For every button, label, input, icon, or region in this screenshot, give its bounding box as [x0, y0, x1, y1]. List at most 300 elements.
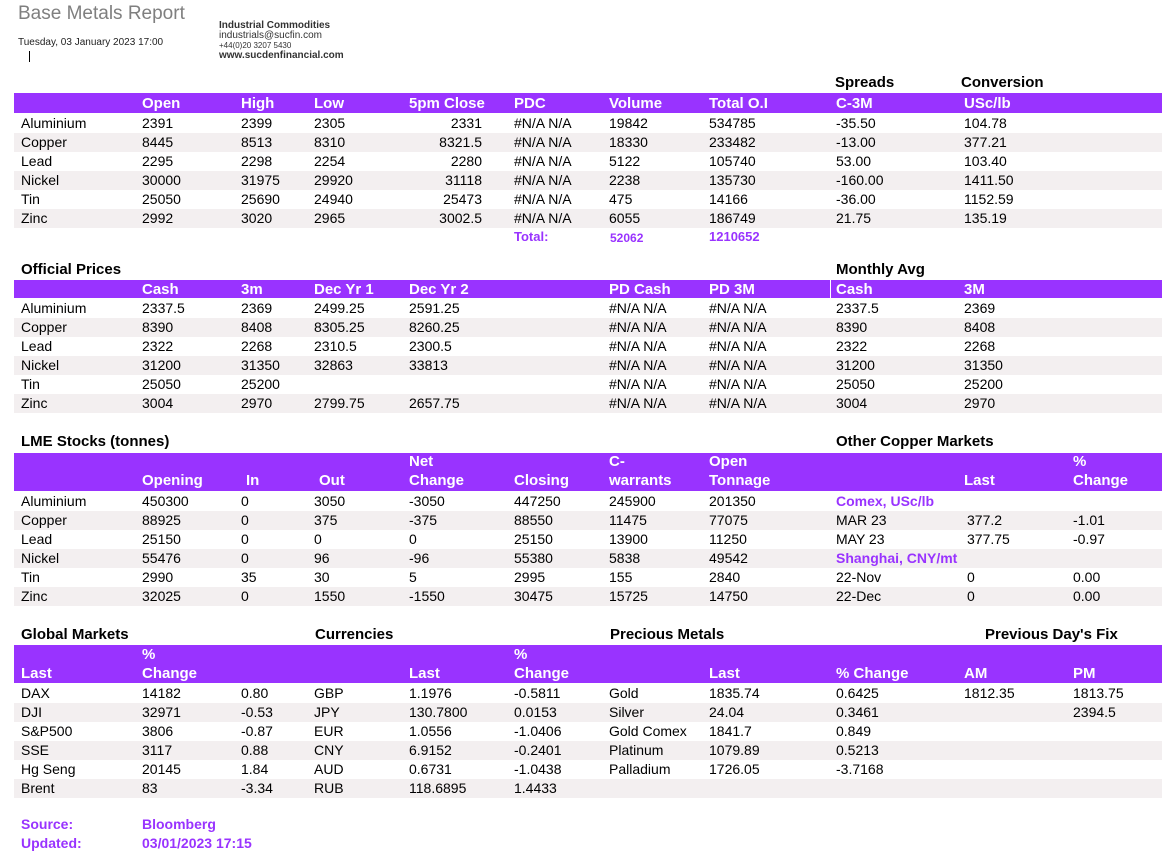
- official-header-bar: [14, 280, 1162, 298]
- index-change: -0.53: [241, 704, 273, 720]
- currency-last: 0.6731: [409, 761, 452, 777]
- open-tonnage: 201350: [709, 493, 756, 509]
- index-last: 3806: [142, 723, 174, 739]
- metal-name: Nickel: [21, 550, 60, 566]
- high-price: 25690: [241, 191, 280, 207]
- dec-yr-1-price: 2499.25: [314, 300, 365, 316]
- pd-cash-value: #N/A N/A: [609, 300, 667, 316]
- other-copper-title: Other Copper Markets: [836, 433, 994, 450]
- monthly-avg-3m: 25200: [964, 376, 1003, 392]
- table-row: [14, 587, 1162, 606]
- monthly-avg-cash: 2337.5: [836, 300, 879, 316]
- copper-contract-label: 22-Nov: [836, 569, 882, 585]
- close-price: 8321.5: [439, 134, 482, 150]
- opening-stock: 32025: [142, 588, 181, 604]
- report-date: Tuesday, 03 January 2023 17:00: [18, 37, 164, 48]
- stock-in: 0: [241, 493, 249, 509]
- opening-stock: 88925: [142, 512, 181, 528]
- index-name: DJI: [21, 704, 42, 720]
- header-avg-cash: Cash: [836, 281, 873, 298]
- copper-last: 0: [967, 588, 975, 604]
- index-last: 83: [142, 780, 158, 796]
- table-row: [14, 684, 1162, 703]
- source-value: Bloomberg: [142, 816, 216, 832]
- precious-metal-change: 0.849: [836, 723, 872, 739]
- pdc-value: #N/A N/A: [514, 153, 572, 169]
- three-month-price: 25200: [241, 376, 280, 392]
- net-change: -375: [409, 512, 438, 528]
- open-price: 2391: [142, 115, 174, 131]
- table-row: [14, 337, 1162, 356]
- header-currency-pct-2: Change: [514, 665, 570, 682]
- stock-out: 0: [314, 531, 322, 547]
- monthly-avg-cash: 25050: [836, 376, 875, 392]
- spread-value: -13.00: [836, 134, 876, 150]
- open-price: 2295: [142, 153, 174, 169]
- closing-stock: 55380: [514, 550, 553, 566]
- open-tonnage: 49542: [709, 550, 748, 566]
- monthly-avg-3m: 31350: [964, 357, 1003, 373]
- metal-name: Copper: [21, 134, 67, 150]
- open-price: 8445: [142, 134, 174, 150]
- open-tonnage: 2840: [709, 569, 741, 585]
- spreads-label: Spreads: [835, 74, 895, 91]
- spread-value: -36.00: [836, 191, 876, 207]
- currency-code: EUR: [314, 723, 344, 739]
- header-out: Out: [319, 472, 345, 489]
- index-last: 32971: [142, 704, 181, 720]
- currency-code: RUB: [314, 780, 344, 796]
- precious-metal-last: 1841.7: [709, 723, 752, 739]
- low-price: 24940: [314, 191, 353, 207]
- monthly-avg-title: Monthly Avg: [836, 261, 925, 278]
- precious-metal-name: Silver: [609, 704, 645, 720]
- precious-metal-last: 24.04: [709, 704, 745, 720]
- pd-cash-value: #N/A N/A: [609, 338, 667, 354]
- conversion-label: Conversion: [961, 74, 1044, 91]
- precious-metal-name: Platinum: [609, 742, 664, 758]
- updated-label: Updated:: [21, 835, 82, 851]
- fix-pm: 2394.5: [1073, 704, 1116, 720]
- metal-name: Tin: [21, 191, 40, 207]
- pd-3m-value: #N/A N/A: [709, 395, 767, 411]
- pd-cash-value: #N/A N/A: [609, 357, 667, 373]
- precious-metal-name: Gold Comex: [609, 723, 687, 739]
- net-change: -96: [409, 550, 430, 566]
- table-row: [14, 492, 1162, 511]
- stock-out: 30: [314, 569, 330, 585]
- volume-value: 5122: [609, 153, 641, 169]
- pdc-value: #N/A N/A: [514, 210, 572, 226]
- open-tonnage: 14750: [709, 588, 748, 604]
- header-closing: Closing: [514, 472, 569, 489]
- open-interest: 233482: [709, 134, 756, 150]
- fix-am: 1812.35: [964, 685, 1015, 701]
- opening-stock: 2990: [142, 569, 174, 585]
- stock-in: 0: [241, 512, 249, 528]
- header-fix-am: AM: [964, 665, 988, 682]
- copper-change: 0.00: [1073, 588, 1101, 604]
- cancelled-warrants: 155: [609, 569, 633, 585]
- currencies-title: Currencies: [315, 626, 394, 643]
- header-precious-change: % Change: [836, 665, 909, 682]
- currency-code: CNY: [314, 742, 344, 758]
- precious-metal-change: 0.6425: [836, 685, 879, 701]
- low-price: 29920: [314, 172, 353, 188]
- spread-value: 53.00: [836, 153, 872, 169]
- header-3m: 3m: [241, 281, 263, 298]
- opening-stock: 55476: [142, 550, 181, 566]
- pdc-value: #N/A N/A: [514, 134, 572, 150]
- header-pd-cash: PD Cash: [609, 281, 671, 298]
- precious-metal-last: 1079.89: [709, 742, 760, 758]
- contact-block: [219, 21, 344, 61]
- precious-metal-name: Palladium: [609, 761, 671, 777]
- pd-cash-value: #N/A N/A: [609, 319, 667, 335]
- copper-market-heading: Shanghai, CNY/mt: [836, 550, 958, 566]
- cash-price: 3004: [142, 395, 174, 411]
- table-row: [14, 760, 1162, 779]
- header-dec-yr-2: Dec Yr 2: [409, 281, 469, 298]
- conversion-value: 103.40: [964, 153, 1007, 169]
- header-c-warrants-1: C-: [609, 453, 625, 470]
- high-price: 3020: [241, 210, 273, 226]
- three-month-price: 31350: [241, 357, 280, 373]
- stock-in: 0: [241, 550, 249, 566]
- stock-out: 3050: [314, 493, 346, 509]
- currency-last: 1.0556: [409, 723, 452, 739]
- column-divider: [830, 280, 831, 298]
- cancelled-warrants: 13900: [609, 531, 648, 547]
- header-c-warrants-2: warrants: [609, 472, 672, 489]
- close-price: 2280: [450, 153, 482, 169]
- open-interest: 135730: [709, 172, 756, 188]
- header-total-oi: Total O.I: [709, 95, 768, 112]
- close-price: 25473: [443, 191, 482, 207]
- precious-metals-title: Precious Metals: [610, 626, 725, 643]
- total-oi: 1210652: [709, 229, 760, 244]
- conversion-value: 104.78: [964, 115, 1007, 131]
- metal-name: Nickel: [21, 172, 60, 188]
- index-change: -3.34: [241, 780, 273, 796]
- lme-header-bar: [14, 93, 1162, 113]
- header-currency-pct-1: %: [514, 646, 528, 663]
- open-interest: 105740: [709, 153, 756, 169]
- lme-stocks-title: LME Stocks (tonnes): [21, 433, 170, 450]
- stock-out: 375: [314, 512, 338, 528]
- header-opening: Opening: [142, 472, 203, 489]
- header-low: Low: [314, 95, 344, 112]
- metal-name: Lead: [21, 153, 53, 169]
- three-month-price: 8408: [241, 319, 273, 335]
- monthly-avg-3m: 2268: [964, 338, 996, 354]
- table-row: [14, 209, 1162, 228]
- index-change: 0.88: [241, 742, 269, 758]
- cash-price: 2322: [142, 338, 174, 354]
- currency-change: -1.0438: [514, 761, 562, 777]
- close-price: 31118: [445, 172, 482, 188]
- low-price: 2254: [314, 153, 346, 169]
- close-price: 2331: [450, 115, 482, 131]
- open-interest: 534785: [709, 115, 756, 131]
- conversion-value: 1411.50: [964, 172, 1014, 188]
- copper-change: -1.01: [1073, 512, 1105, 528]
- contact-website[interactable]: www.sucdenfinancial.com: [219, 50, 344, 61]
- header-copper-pct-1: %: [1073, 453, 1087, 470]
- currency-code: GBP: [314, 685, 344, 701]
- header-5pm-close: 5pm Close: [409, 95, 485, 112]
- pd-3m-value: #N/A N/A: [709, 376, 767, 392]
- monthly-avg-3m: 2369: [964, 300, 996, 316]
- open-price: 25050: [142, 191, 181, 207]
- cash-price: 8390: [142, 319, 174, 335]
- net-change: 0: [409, 531, 417, 547]
- closing-stock: 25150: [514, 531, 553, 547]
- previous-days-fix-title: Previous Day's Fix: [985, 626, 1118, 643]
- table-row: [14, 152, 1162, 171]
- currency-last: 118.6895: [409, 780, 467, 796]
- index-name: SSE: [21, 742, 50, 758]
- table-row: [14, 190, 1162, 209]
- three-month-price: 2970: [241, 395, 273, 411]
- volume-value: 475: [609, 191, 633, 207]
- currency-last: 130.7800: [409, 704, 468, 720]
- header-pd-3m: PD 3M: [709, 281, 755, 298]
- header-net-change-2: Change: [409, 472, 465, 489]
- pd-3m-value: #N/A N/A: [709, 300, 767, 316]
- volume-value: 6055: [609, 210, 641, 226]
- monthly-avg-cash: 8390: [836, 319, 868, 335]
- precious-metal-change: -3.7168: [836, 761, 884, 777]
- dec-yr-2-price: 33813: [409, 357, 448, 373]
- header-pdc: PDC: [514, 95, 546, 112]
- open-price: 2992: [142, 210, 174, 226]
- high-price: 8513: [241, 134, 273, 150]
- currency-change: -1.0406: [514, 723, 562, 739]
- index-name: Hg Seng: [21, 761, 76, 777]
- pd-cash-value: #N/A N/A: [609, 376, 667, 392]
- cancelled-warrants: 15725: [609, 588, 648, 604]
- table-row: [14, 568, 1162, 587]
- metal-name: Copper: [21, 512, 67, 528]
- closing-stock: 447250: [514, 493, 561, 509]
- company-name: Industrial Commodities: [219, 20, 331, 31]
- high-price: 2399: [241, 115, 273, 131]
- dec-yr-1-price: 8305.25: [314, 319, 365, 335]
- low-price: 2965: [314, 210, 346, 226]
- cash-price: 2337.5: [142, 300, 185, 316]
- precious-metal-change: 0.5213: [836, 742, 879, 758]
- volume-value: 19842: [609, 115, 648, 131]
- header-c-3m: C-3M: [836, 95, 873, 112]
- precious-metal-last: 1835.74: [709, 685, 760, 701]
- global-markets-title: Global Markets: [21, 626, 129, 643]
- updated-value: 03/01/2023 17:15: [142, 835, 252, 851]
- high-price: 31975: [241, 172, 280, 188]
- metal-name: Aluminium: [21, 493, 87, 509]
- table-row: [14, 394, 1162, 413]
- low-price: 8310: [314, 134, 346, 150]
- opening-stock: 25150: [142, 531, 181, 547]
- table-row: [14, 741, 1162, 760]
- conversion-value: 377.21: [964, 134, 1007, 150]
- monthly-avg-cash: 2322: [836, 338, 868, 354]
- copper-contract-label: MAY 23: [836, 531, 885, 547]
- monthly-avg-3m: 8408: [964, 319, 996, 335]
- header-currency-last: Last: [409, 665, 440, 682]
- copper-contract-label: MAR 23: [836, 512, 887, 528]
- net-change: -3050: [409, 493, 445, 509]
- contact-phone: +44(0)20 3207 5430: [219, 41, 292, 50]
- close-price: 3002.5: [439, 210, 482, 226]
- metal-name: Nickel: [21, 357, 60, 373]
- dec-yr-2-price: 2657.75: [409, 395, 460, 411]
- table-row: [14, 133, 1162, 152]
- high-price: 2298: [241, 153, 273, 169]
- currency-code: JPY: [314, 704, 340, 720]
- table-row: [14, 356, 1162, 375]
- pd-3m-value: #N/A N/A: [709, 357, 767, 373]
- official-prices-title: Official Prices: [21, 261, 122, 278]
- dec-yr-1-price: 2310.5: [314, 338, 357, 354]
- cancelled-warrants: 5838: [609, 550, 641, 566]
- volume-value: 2238: [609, 172, 641, 188]
- currency-change: 0.0153: [514, 704, 557, 720]
- open-interest: 186749: [709, 210, 756, 226]
- stock-out: 1550: [314, 588, 346, 604]
- header-cash: Cash: [142, 281, 179, 298]
- currency-code: AUD: [314, 761, 344, 777]
- stock-in: 0: [241, 588, 249, 604]
- table-row: [14, 530, 1162, 549]
- copper-market-heading: Comex, USc/lb: [836, 493, 935, 509]
- text-cursor: [29, 51, 30, 62]
- three-month-price: 2268: [241, 338, 273, 354]
- closing-stock: 88550: [514, 512, 553, 528]
- conversion-value: 1152.59: [964, 191, 1014, 207]
- three-month-price: 2369: [241, 300, 273, 316]
- stock-in: 35: [241, 569, 257, 585]
- low-price: 2305: [314, 115, 346, 131]
- index-name: S&P500: [21, 723, 73, 739]
- metal-name: Tin: [21, 376, 40, 392]
- cash-price: 31200: [142, 357, 181, 373]
- fix-pm: 1813.75: [1073, 685, 1124, 701]
- open-tonnage: 11250: [709, 531, 747, 547]
- pd-cash-value: #N/A N/A: [609, 395, 667, 411]
- table-row: [14, 299, 1162, 318]
- closing-stock: 2995: [514, 569, 546, 585]
- index-change: 0.80: [241, 685, 269, 701]
- table-row: [14, 703, 1162, 722]
- header-open-tonnage-1: Open: [709, 453, 748, 470]
- currency-last: 1.1976: [409, 685, 452, 701]
- header-avg-3m: 3M: [964, 281, 985, 298]
- header-volume: Volume: [609, 95, 663, 112]
- header-fix-pm: PM: [1073, 665, 1096, 682]
- total-volume: 52062: [610, 231, 644, 245]
- cash-price: 25050: [142, 376, 181, 392]
- copper-last: 0: [967, 569, 975, 585]
- precious-metal-change: 0.3461: [836, 704, 879, 720]
- pdc-value: #N/A N/A: [514, 191, 572, 207]
- currency-change: 1.4433: [514, 780, 557, 796]
- dec-yr-2-price: 8260.25: [409, 319, 460, 335]
- monthly-avg-cash: 31200: [836, 357, 875, 373]
- pd-3m-value: #N/A N/A: [709, 319, 767, 335]
- monthly-avg-cash: 3004: [836, 395, 868, 411]
- open-tonnage: 77075: [709, 512, 748, 528]
- monthly-avg-3m: 2970: [964, 395, 996, 411]
- cancelled-warrants: 245900: [609, 493, 656, 509]
- currency-change: -0.2401: [514, 742, 562, 758]
- header-copper-pct-2: Change: [1073, 472, 1129, 489]
- copper-contract-label: 22-Dec: [836, 588, 882, 604]
- index-last: 20145: [142, 761, 181, 777]
- table-row: [14, 722, 1162, 741]
- precious-metal-last: 1726.05: [709, 761, 760, 777]
- metal-name: Tin: [21, 569, 40, 585]
- pd-3m-value: #N/A N/A: [709, 338, 767, 354]
- metal-name: Aluminium: [21, 115, 87, 131]
- header-net-change-1: Net: [409, 453, 434, 470]
- header-index-last: Last: [21, 665, 52, 682]
- header-precious-last: Last: [709, 665, 740, 682]
- closing-stock: 30475: [514, 588, 553, 604]
- spread-value: -35.50: [836, 115, 876, 131]
- copper-change: 0.00: [1073, 569, 1101, 585]
- stock-out: 96: [314, 550, 330, 566]
- index-last: 3117: [142, 742, 173, 758]
- table-row: [14, 114, 1162, 133]
- copper-last: 377.2: [967, 512, 1003, 528]
- currency-change: -0.5811: [514, 685, 561, 701]
- table-row: [14, 318, 1162, 337]
- spread-value: 21.75: [836, 210, 872, 226]
- dec-yr-2-price: 2300.5: [409, 338, 452, 354]
- index-name: Brent: [21, 780, 55, 796]
- dec-yr-1-price: 32863: [314, 357, 353, 373]
- stocks-header-bar: [14, 453, 1162, 491]
- metal-name: Zinc: [21, 588, 48, 604]
- metal-name: Lead: [21, 338, 53, 354]
- header-in: In: [246, 472, 260, 489]
- volume-value: 18330: [609, 134, 648, 150]
- metal-name: Aluminium: [21, 300, 87, 316]
- open-price: 30000: [142, 172, 181, 188]
- open-interest: 14166: [709, 191, 748, 207]
- metal-name: Zinc: [21, 210, 48, 226]
- index-name: DAX: [21, 685, 50, 701]
- copper-change: -0.97: [1073, 531, 1105, 547]
- table-row: [14, 171, 1162, 190]
- conversion-value: 135.19: [964, 210, 1007, 226]
- header-dec-yr-1: Dec Yr 1: [314, 281, 374, 298]
- contact-email[interactable]: industrials@sucfin.com: [219, 30, 322, 41]
- cancelled-warrants: 11475: [609, 512, 647, 528]
- precious-metal-name: Gold: [609, 685, 639, 701]
- header-index-pct-1: %: [142, 646, 156, 663]
- table-row: [14, 779, 1162, 798]
- metal-name: Lead: [21, 531, 53, 547]
- report-title: Base Metals Report: [18, 3, 185, 24]
- header-usc-lb: USc/lb: [964, 95, 1011, 112]
- table-row: [14, 375, 1162, 394]
- header-high: High: [241, 95, 275, 112]
- currency-last: 6.9152: [409, 742, 452, 758]
- total-label: Total:: [514, 229, 549, 244]
- metal-name: Zinc: [21, 395, 48, 411]
